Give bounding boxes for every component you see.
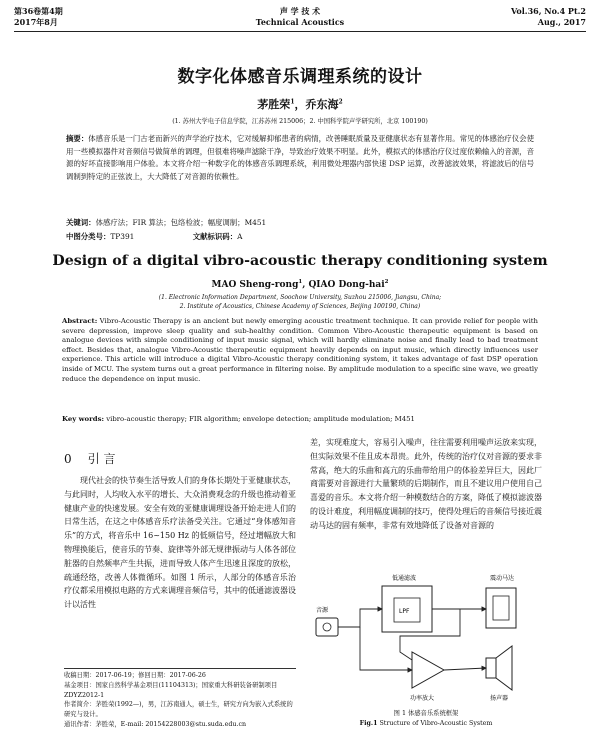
intro-paragraph-2: 差，实现难度大，容易引入噪声，往往需要利用噪声运放来实现，但实际效果不佳且成本昂贵。此外，传统的治疗仪对音源的要求非常高，绝大的乐曲和高亢的乐曲带给用户的体验差异巨大，因此厂商需要对音源进行大量繁琐的后期制作，而且不建议用户使用自己喜爱的音乐。本文将介绍一种模数结合的方案，降低了模拟滤波器的设计难度，利用幅度调制的技巧，使得处理后的音频信号接近震动马达的固有频率，非常有效地降低了设备对音源的 — [310, 438, 542, 530]
footnotes — [64, 668, 296, 730]
abstract-cn — [66, 133, 534, 183]
keywords-en-label: Key words: — [62, 415, 105, 423]
abstract-en-label: Abstract: — [62, 317, 98, 325]
figure-caption-en-label: Fig.1 — [359, 720, 378, 727]
author-1-cn: 茅胜荣 — [257, 98, 291, 111]
section-title: 引 言 — [87, 452, 116, 466]
affiliation-cn: (1. 苏州大学电子信息学院，江苏苏州 215006；2. 中国科学院声学研究所，北京 100190) — [172, 118, 428, 125]
abstract-en — [62, 317, 538, 384]
header-date-en: Aug., 2017 — [537, 17, 586, 27]
label-lpf: LPF — [399, 608, 410, 615]
author-sep-en: , — [302, 280, 309, 290]
doc-code-label: 文献标识码： — [192, 232, 238, 241]
label-filter: 低通滤波 — [392, 575, 417, 582]
keywords-en — [62, 415, 538, 425]
header-journal-cn: 声 学 技 术 — [279, 6, 321, 16]
keywords-cn — [66, 217, 534, 228]
section-heading — [64, 450, 115, 467]
authors-en — [0, 279, 600, 290]
header-volume-en: Vol.36, No.4 Pt.2 — [510, 6, 586, 16]
author-2-en: QIAO Dong-hai — [308, 280, 385, 290]
affiliation-en-line-1: (1. Electronic Information Department, Soochow University, Suzhou 215006, Jiangsu, China; — [158, 294, 442, 301]
paper-title-en: Design of a digital vibro-acoustic therapy conditioning system — [52, 253, 548, 269]
author-2-cn: 乔东海 — [305, 98, 339, 111]
footnote-corresponding: 通讯作者：茅胜荣，E-mail: 20154228003@stu.suda.edu.cn — [64, 720, 247, 728]
doc-code-value: A — [237, 232, 243, 241]
vibration-motor-icon — [486, 588, 516, 628]
keywords-cn-text: 体感疗法；FIR 算法；包络检波；幅度调制；M451 — [95, 218, 267, 227]
footnote-funding: 基金项目：国家自然科学基金项目(11104313)；国家重大科研装备研制项目 ZDYZ2012-1 — [64, 681, 278, 699]
paper-title-cn: 数字化体感音乐调理系统的设计 — [177, 67, 423, 87]
author-1-mark: 1 — [290, 98, 295, 106]
abstract-cn-label: 摘要： — [66, 134, 89, 143]
header-journal-en: Technical Acoustics — [255, 17, 345, 27]
figure-caption-cn: 图 1 体感音乐系统框架 — [393, 710, 459, 717]
label-motor: 震动马达 — [490, 575, 515, 582]
abstract-cn-text: 体感音乐是一门古老而新兴的声学治疗技术，它对缓解抑郁患者的病情，改善睡眠质量及亚健康状态有显著作用。常见的体感治疗仪会使用一些模拟器件对音频信号做简单的调理，但很难将噪声滤除干净，导致治疗效果不明显。此外，模拟式的体感治疗仪过度依赖输入的音源，音源的好坏直接影响用户体验。本文将介绍一种数字化的体感音乐调理系统，利用微处理器内部快速 DSP 运算，改善滤波效果，将滤波后的信号调制到特定的正弦波上，大大降低了对音源的依赖性。 — [66, 134, 534, 181]
author-sep-cn: ， — [294, 98, 306, 111]
intro-paragraph-1: 现代社会的快节奏生活导致人们的身体长期处于亚健康状态，与此同时，人均收入水平的增长、大众消费观念的升级也推动着亚健康产业的快速发展。安全有效的亚健康调理设备开始走进人们的日常生活，在这之中体感音乐疗法备受关注。它通过“身体感知音乐”的方式，将音乐中 16~150 Hz 的低频信号，经过增幅放大和物理换能后，使音乐的节奏、旋律等外部无规律振动与人体各部位脏器的自然频率产生共振，进而导致人体产生迅速且深度的放松，疏通经络，改善人体微循环。如图 1 所示，人部分的体感音乐治疗仪都采用模拟电路的方式来调理音频信号，其中的低通滤波器设计以活性 — [64, 476, 296, 610]
footnote-received: 收稿日期：2017-06-19；修回日期：2017-06-26 — [64, 672, 206, 679]
header-date-cn: 2017年8月 — [14, 17, 58, 27]
affiliation-en-line-2: 2. Institute of Acoustics, Chinese Academy of Sciences, Beijing 100190, China) — [179, 303, 421, 310]
footnote-rule — [64, 668, 296, 669]
clc-value: TP391 — [110, 232, 135, 241]
keywords-en-text: vibro-acoustic therapy; FIR algorithm; envelope detection; amplitude modulation; M451 — [104, 415, 415, 423]
music-source-icon — [316, 618, 338, 636]
label-amp: 功率放大 — [410, 695, 435, 702]
author-1-en-mark: 1 — [298, 279, 303, 285]
figure-1 — [310, 566, 542, 706]
speaker-icon — [486, 646, 512, 690]
section-number: 0 — [64, 452, 72, 466]
right-column — [310, 436, 542, 533]
abstract-en-text: Vibro-Acoustic Therapy is an ancient but newly emerging acoustic treatment technique. It can provide relief for people with severe depression, improve sleep quality and sub-healthy condition. Common Vibro-Acoustic therapeutic equipment is based on analogue devices with simple conditioning of input music signal, which will hardly eliminate noise and finally lead to bad treatment effect. Besides that, analogue Vibro-Acoustic therapeutic equipment heavily depends on input music, which directly influences user experience. This article will introduce a digital Vibro-Acoustic therapy conditioning system, it takes advantage of fast DSP operation inside of MCU. The system turns out a great performance in filtering noise. By amplitude modulation to a specific sine wave, we greatly reduce the dependence on input music. — [62, 317, 538, 383]
figure-caption-en-text: Structure of Vibro-Acoustic System — [377, 720, 493, 727]
header-rule — [14, 31, 586, 32]
affiliation-en — [0, 293, 600, 311]
keywords-cn-label: 关键词： — [66, 218, 96, 227]
header-volume-cn: 第36卷第4期 — [14, 6, 63, 16]
figure-caption-en — [310, 720, 542, 727]
label-speaker: 扬声器 — [490, 695, 509, 702]
running-header — [14, 6, 586, 32]
author-1-en: MAO Sheng-rong — [211, 280, 299, 290]
author-2-en-mark: 2 — [384, 279, 389, 285]
footnote-author-bio: 作者简介：茅胜荣(1992—)，男，江苏南通人，硕士生，研究方向为嵌入式系统的研究与设计。 — [64, 701, 293, 719]
amplifier-icon — [412, 652, 444, 688]
clc-label: 中图分类号： — [66, 232, 111, 241]
classification-cn — [66, 231, 536, 242]
system-block-diagram — [310, 566, 542, 706]
label-source: 音源 — [316, 607, 329, 614]
author-2-mark: 2 — [338, 98, 343, 106]
authors-cn — [0, 96, 600, 112]
header-right — [511, 6, 586, 28]
header-center — [14, 6, 586, 28]
left-column — [64, 474, 296, 612]
